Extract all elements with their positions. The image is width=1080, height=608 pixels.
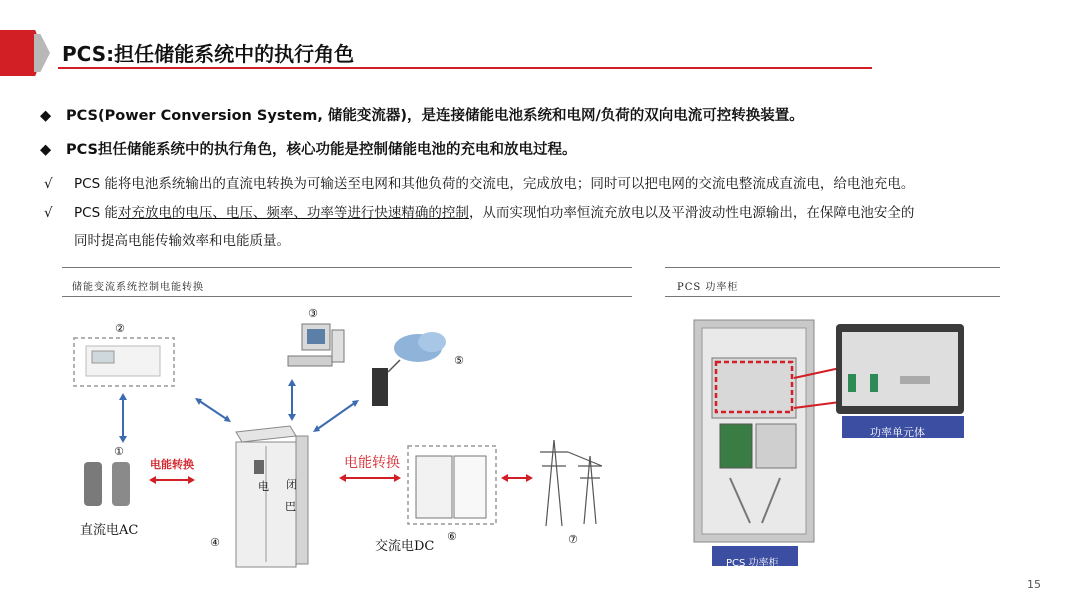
cabinet-side [296,436,308,564]
page-number: 15 [1027,578,1041,591]
power-tower-icon [540,440,602,526]
bullet-2 [40,138,576,159]
diamond-bullet-icon: ◆ [40,142,52,158]
label-grid-number: ⑦ [568,533,578,546]
right-panel-bottom-rule [665,296,1000,297]
controller-screen [92,351,114,363]
checkmark-icon: √ [44,176,53,192]
cabinet-text-1: 电 [258,480,269,493]
cabinet-text-2: 闭 [286,478,297,491]
check-item-2-line2: 同时提高电能传输效率和电能质量。 [74,233,290,249]
network-switch [372,368,388,406]
cabinet-top [236,426,296,442]
check-item-2-pre: PCS 能 [74,205,118,221]
label-computer-number: ③ [308,307,318,320]
cabinet-text-3: 巴 [285,500,296,513]
right-panel-caption: PCS 功率柜 [677,282,739,293]
energy-conversion-diagram [60,300,640,590]
cabinet-label: PCS 功率柜 [726,558,779,569]
label-battery-dc: 直流电AC [80,523,139,538]
label-energy-conversion: 电能转换 [344,455,400,471]
cabinet-power-unit [712,358,796,418]
label-controller-number: ② [115,322,125,335]
left-panel-top-rule [62,267,632,268]
converter-unit-1 [416,456,452,518]
bullet-2-text: PCS担任储能系统中的执行角色，核心功能是控制储能电池的充电和放电过程。 [66,142,577,158]
check-item-2-post: ，从而实现怕功率恒流充放电以及平滑波动性电源输出，在保障电池安全的 [468,205,915,221]
right-panel-top-rule [665,267,1000,268]
label-battery-number: ① [114,445,124,458]
check-item-1 [44,172,914,192]
bullet-1 [40,104,804,125]
check-item-2 [44,201,914,221]
diamond-bullet-icon: ◆ [40,108,52,124]
header-accent-tab-grey [34,34,50,72]
label-grid-ac: 交流电DC [375,539,435,554]
arrow-head-down [119,436,127,443]
page-title: PCS:担任储能系统中的执行角色 [62,42,355,66]
battery-cell-2 [112,462,130,506]
converter-unit-2 [454,456,486,518]
pcs-cabinet-photo [690,318,980,570]
label-cloud-number: ⑤ [454,354,464,367]
check-item-2-underlined: 对充放电的电压、电压、频率、功率等进行快速精确的控制 [117,205,469,221]
power-unit-label: 功率单元体 [870,426,925,439]
checkmark-icon: √ [44,205,53,221]
arrow-head-up [119,393,127,400]
left-panel-caption: 储能变流系统控制电能转换 [72,282,204,293]
arrow-controller-cabinet [198,400,228,420]
left-panel-bottom-rule [62,296,632,297]
label-energy-conversion-small: 电能转换 [150,458,194,471]
bullet-1-text: PCS(Power Conversion System, 储能变流器)，是连接储能电池系统和电网/负荷的双向电流可控转换装置。 [66,108,804,124]
label-cabinet-number: ④ [210,536,220,549]
title-underline [58,67,872,69]
computer-keyboard [288,356,332,366]
computer-tower [332,330,344,362]
cabinet-circuit-board [720,424,752,468]
arrow-cloud-cabinet [316,402,356,430]
label-converter-number: ⑥ [447,530,457,543]
check-item-1-text: PCS 能将电池系统输出的直流电转换为可输送至电网和其他负荷的交流电，完成放电；同时可以把电网的交流电整流成直流电，给电池充电。 [74,176,915,192]
battery-cell-1 [84,462,102,506]
